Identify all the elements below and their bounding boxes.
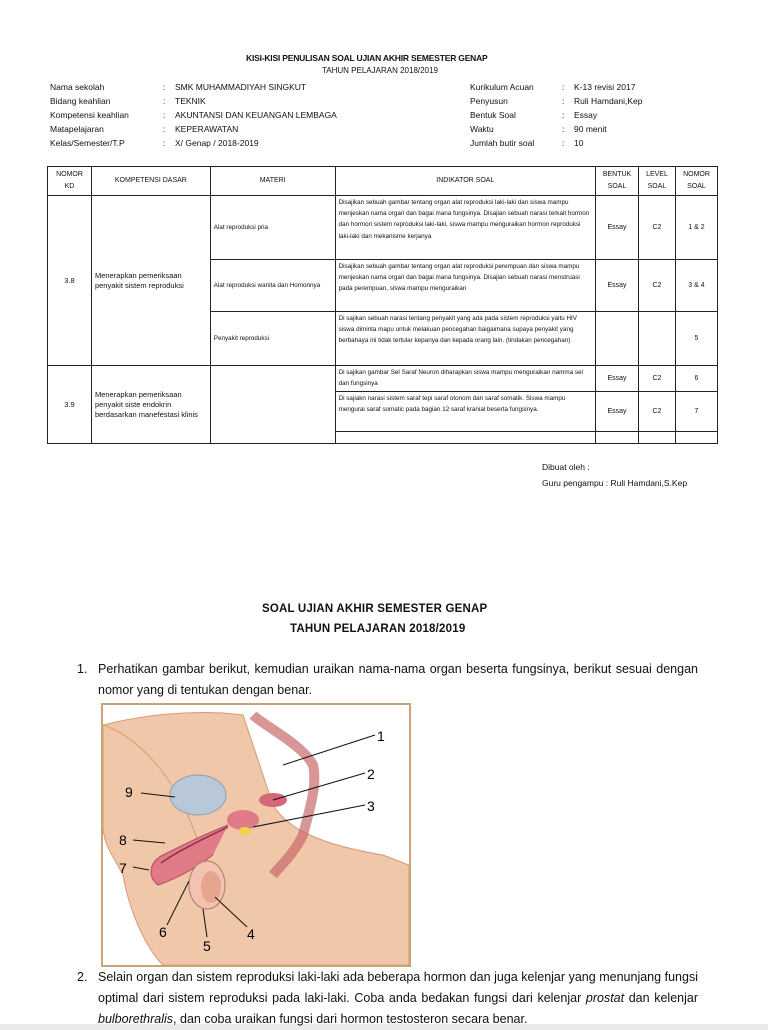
info-value: AKUNTANSI DAN KEUANGAN LEMBAGA [175,110,337,120]
figure-label: 4 [247,926,255,942]
question-1-text: Perhatikan gambar berikut, kemudian uraikan nama-nama organ beserta fungsinya, berikut sesuai dengan nomor yang di tentukan dengan benar. [98,662,698,697]
empty-cell [596,432,639,444]
level-cell: C2 [639,196,676,260]
figure-label: 7 [119,860,127,876]
info-value: 10 [574,138,584,148]
empty-cell [335,432,595,444]
info-label: Waktu [470,124,494,134]
info-value: Essay [574,110,598,120]
info-value: Ruli Hamdani,Kep [574,96,643,106]
nomor-soal-cell: 6 [675,366,717,392]
doc-subtitle: TAHUN PELAJARAN 2018/2019 [322,66,438,75]
figure-label: 3 [367,798,375,814]
info-value: SMK MUHAMMADIYAH SINGKUT [175,82,307,92]
col-header-materi: MATERI [210,167,335,196]
level-cell: C2 [639,260,676,312]
info-colon: : [163,110,166,120]
empty-cell [675,432,717,444]
bentuk-cell: Essay [596,392,639,432]
info-value: 90 menit [574,124,607,134]
question-2-text: Selain organ dan sistem reproduksi laki-laki ada beberapa hormon dan juga kelenjar yang menunjang fungsi optimal dari sistem reproduksi pada laki-laki. Coba anda bedakan fungsi dari kelenjar prostat dan kelenjar bulborethralis, dan coba uraikan fungsi dari hormon testosteron secara benar. [98,970,699,1026]
figure-label: 5 [203,938,211,954]
col-header-bentuk: BENTUK SOAL [596,167,639,196]
bentuk-cell: Essay [596,260,639,312]
table-row [48,196,718,260]
col-header-nomor-soal: NOMOR SOAL [675,167,717,196]
kd-kompetensi: Menerapkan pemeriksaan penyakit sistem reproduksi [91,196,210,366]
male-reproductive-diagram [103,705,409,965]
kisi-kisi-table [47,166,718,444]
question-number: 2. [77,970,88,984]
indikator-cell: Disajikan sebuah gambar tentang organ alat reproduksi laki-laki dan siswa mampu menjeskan nama organ dan bagai mana fungsinya. Disajian sebuah narasi terkait hormon dan hormon sistem reproduksi laki-laki, siswa mampu menguraikan hormon reproduksi laki-laki dan mekanisme kerjanya [335,196,595,260]
info-label: Matapelajaran [50,124,104,134]
info-colon: : [163,96,166,106]
kd-kompetensi: Menerapkan pemeriksaan penyakit siste endokrin berdasarkan manefestasi klinis [91,366,210,444]
kd-number: 3.9 [48,366,92,444]
indikator-cell: Di sajikan sebuah narasi tentang penyakit yang ada pada sistem reproduksi yaitu HIV siswa diminta mapu untuk melakuan pencegahan baigaimana supaya penyakit yang berbahaya ini tidak tertular kepanya dan kepada orang lain. (tindakan pencegahan) [335,312,595,366]
materi-cell-empty [210,366,335,444]
figure-label: 9 [125,784,133,800]
exam-title: SOAL UJIAN AKHIR SEMESTER GENAP [262,603,488,615]
info-colon: : [562,82,565,92]
indikator-cell: Di sajiakn narasi sistem saraf tepi saraf otonom dan saraf somatik. Siswa mampu mengurai saraf somatic pada bagian 12 saraf kranial beserta fungsinya. [335,392,595,432]
nomor-soal-cell: 7 [675,392,717,432]
col-header-indikator: INDIKATOR SOAL [335,167,595,196]
table-row [48,366,718,392]
info-label: Jumlah butir soal [470,138,535,148]
info-label: Nama sekolah [50,82,105,92]
info-value: TEKNIK [175,96,206,106]
info-label: Kurikulum Acuan [470,82,534,92]
info-colon: : [562,138,565,148]
bentuk-cell: Essay [596,366,639,392]
doc-title: KISI-KISI PENULISAN SOAL UJIAN AKHIR SEMESTER GENAP [246,53,488,63]
info-value: X/ Genap / 2018-2019 [175,138,259,148]
info-colon: : [562,96,565,106]
level-cell: C2 [639,392,676,432]
signature-teacher: Guru pengampu : Ruli Hamdani,S.Kep [542,478,688,488]
bentuk-cell [596,312,639,366]
empty-cell [639,432,676,444]
info-colon: : [163,138,166,148]
col-header-kompetensi: KOMPETENSI DASAR [91,167,210,196]
materi-cell: Alat reproduksi wanita dan Homonnya [210,260,335,312]
col-header-level: LEVEL SOAL [639,167,676,196]
info-value: K-13 revisi 2017 [574,82,636,92]
info-label: Kompetensi keahlian [50,110,129,120]
materi-cell: Penyakit reproduksi [210,312,335,366]
anatomy-figure [101,703,411,967]
figure-label: 1 [377,728,385,744]
table-header-row [48,167,718,196]
indikator-cell: Disajikan sebuah gambar tentang organ alat reproduksi perempuan dan siswa mampu menjeskan nama organ dan bagai mana fungsinya. Disajian sebuah narasi menstruasi pada perempuan, siswa mampu menguraikan [335,260,595,312]
figure-label: 2 [367,766,375,782]
nomor-soal-cell: 3 & 4 [675,260,717,312]
info-label: Penyusun [470,96,508,106]
materi-cell: Alat reproduksi pria [210,196,335,260]
kd-number: 3.8 [48,196,92,366]
nomor-soal-cell: 5 [675,312,717,366]
nomor-soal-cell: 1 & 2 [675,196,717,260]
level-cell: C2 [639,366,676,392]
exam-subtitle: TAHUN PELAJARAN 2018/2019 [290,623,466,635]
figure-label: 8 [119,832,127,848]
info-colon: : [163,82,166,92]
info-colon: : [562,110,565,120]
info-colon: : [163,124,166,134]
figure-label: 6 [159,924,167,940]
question-number: 1. [77,662,88,676]
info-colon: : [562,124,565,134]
bentuk-cell: Essay [596,196,639,260]
level-cell [639,312,676,366]
info-label: Bentuk Soal [470,110,516,120]
signature-made-by: Dibuat oleh : [542,462,590,472]
indikator-cell: Di sajikan gambar Sel Saraf Neuron diharapkan siswa mampu menguraikan namma sel dan fungsinya [335,366,595,392]
info-label: Bidang keahlian [50,96,111,106]
col-header-nomor-kd: NOMOR KD [48,167,92,196]
info-value: KEPERAWATAN [175,124,239,134]
info-label: Kelas/Semester/T.P [50,138,125,148]
